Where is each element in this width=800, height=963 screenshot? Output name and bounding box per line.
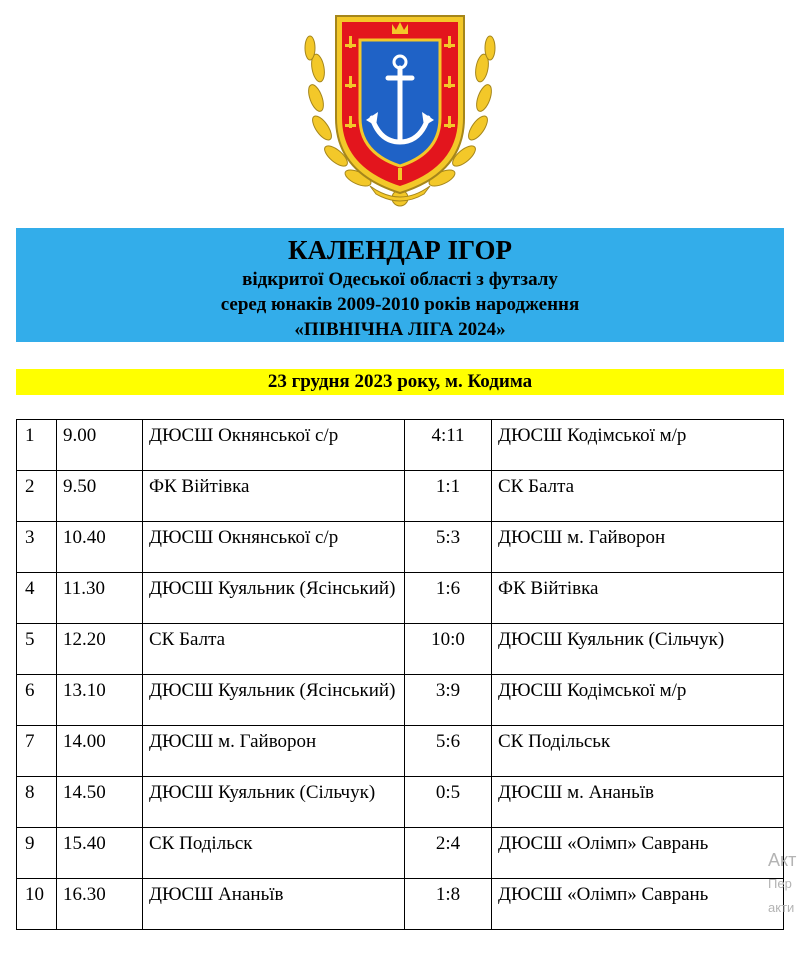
- home-team: ДЮСШ Куяльник (Ясінський): [143, 675, 405, 726]
- match-time: 10.40: [57, 522, 143, 573]
- match-number: 5: [17, 624, 57, 675]
- home-team: ДЮСШ м. Гайворон: [143, 726, 405, 777]
- match-time: 14.50: [57, 777, 143, 828]
- match-score: 1:8: [405, 879, 492, 930]
- match-time: 9.00: [57, 420, 143, 471]
- home-team: ДЮСШ Окнянської с/р: [143, 420, 405, 471]
- match-number: 4: [17, 573, 57, 624]
- table-row: [17, 675, 784, 726]
- match-number: 6: [17, 675, 57, 726]
- away-team: ДЮСШ «Олімп» Саврань: [492, 828, 784, 879]
- table-row: [17, 879, 784, 930]
- table-row: [17, 828, 784, 879]
- match-time: 12.20: [57, 624, 143, 675]
- away-team: ДЮСШ «Олімп» Саврань: [492, 879, 784, 930]
- watermark-line-2: Пер: [768, 876, 792, 891]
- home-team: СК Подільск: [143, 828, 405, 879]
- match-number: 10: [17, 879, 57, 930]
- home-team: СК Балта: [143, 624, 405, 675]
- away-team: ДЮСШ Кодімської м/р: [492, 420, 784, 471]
- match-time: 11.30: [57, 573, 143, 624]
- match-score: 4:11: [405, 420, 492, 471]
- watermark-line-1: Акт: [768, 850, 797, 870]
- match-score: 1:1: [405, 471, 492, 522]
- match-time: 14.00: [57, 726, 143, 777]
- table-row: [17, 573, 784, 624]
- table-row: [17, 777, 784, 828]
- match-score: 3:9: [405, 675, 492, 726]
- match-rows: [17, 420, 784, 930]
- subtitle-line-1: відкритої Одеської області з футзалу: [242, 269, 558, 290]
- away-team: СК Балта: [492, 471, 784, 522]
- match-number: 1: [17, 420, 57, 471]
- table-row: [17, 726, 784, 777]
- home-team: ДЮСШ Окнянської с/р: [143, 522, 405, 573]
- match-score: 2:4: [405, 828, 492, 879]
- match-score: 0:5: [405, 777, 492, 828]
- table-row: [17, 420, 784, 471]
- match-score: 5:3: [405, 522, 492, 573]
- table-row: [17, 471, 784, 522]
- match-number: 2: [17, 471, 57, 522]
- match-score: 5:6: [405, 726, 492, 777]
- home-team: ДЮСШ Ананьїв: [143, 879, 405, 930]
- match-time: 16.30: [57, 879, 143, 930]
- subtitle-line-2: серед юнаків 2009-2010 років народження: [220, 294, 580, 315]
- away-team: СК Подільськ: [492, 726, 784, 777]
- match-time: 15.40: [57, 828, 143, 879]
- activation-watermark: [768, 848, 800, 920]
- date-location-banner: 23 грудня 2023 року, м. Кодима: [16, 369, 784, 395]
- away-team: ДЮСШ м. Ананьїв: [492, 777, 784, 828]
- match-number: 3: [17, 522, 57, 573]
- away-team: ДЮСШ Куяльник (Сільчук): [492, 624, 784, 675]
- away-team: ДЮСШ Кодімської м/р: [492, 675, 784, 726]
- coat-of-arms-icon: [300, 8, 500, 208]
- home-team: ФК Війтівка: [143, 471, 405, 522]
- table-row: [17, 522, 784, 573]
- header-banner: [16, 228, 784, 342]
- match-score: 10:0: [405, 624, 492, 675]
- home-team: ДЮСШ Куяльник (Сільчук): [143, 777, 405, 828]
- home-team: ДЮСШ Куяльник (Ясінський): [143, 573, 405, 624]
- match-score: 1:6: [405, 573, 492, 624]
- match-number: 7: [17, 726, 57, 777]
- match-time: 9.50: [57, 471, 143, 522]
- away-team: ФК Війтівка: [492, 573, 784, 624]
- match-schedule-table: [16, 419, 784, 930]
- away-team: ДЮСШ м. Гайворон: [492, 522, 784, 573]
- page-title: КАЛЕНДАР ІГОР: [287, 235, 513, 265]
- match-number: 9: [17, 828, 57, 879]
- subtitle-line-3: «ПІВНІЧНА ЛІГА 2024»: [294, 319, 506, 340]
- match-number: 8: [17, 777, 57, 828]
- watermark-line-3: акти: [768, 900, 795, 915]
- match-time: 13.10: [57, 675, 143, 726]
- table-row: [17, 624, 784, 675]
